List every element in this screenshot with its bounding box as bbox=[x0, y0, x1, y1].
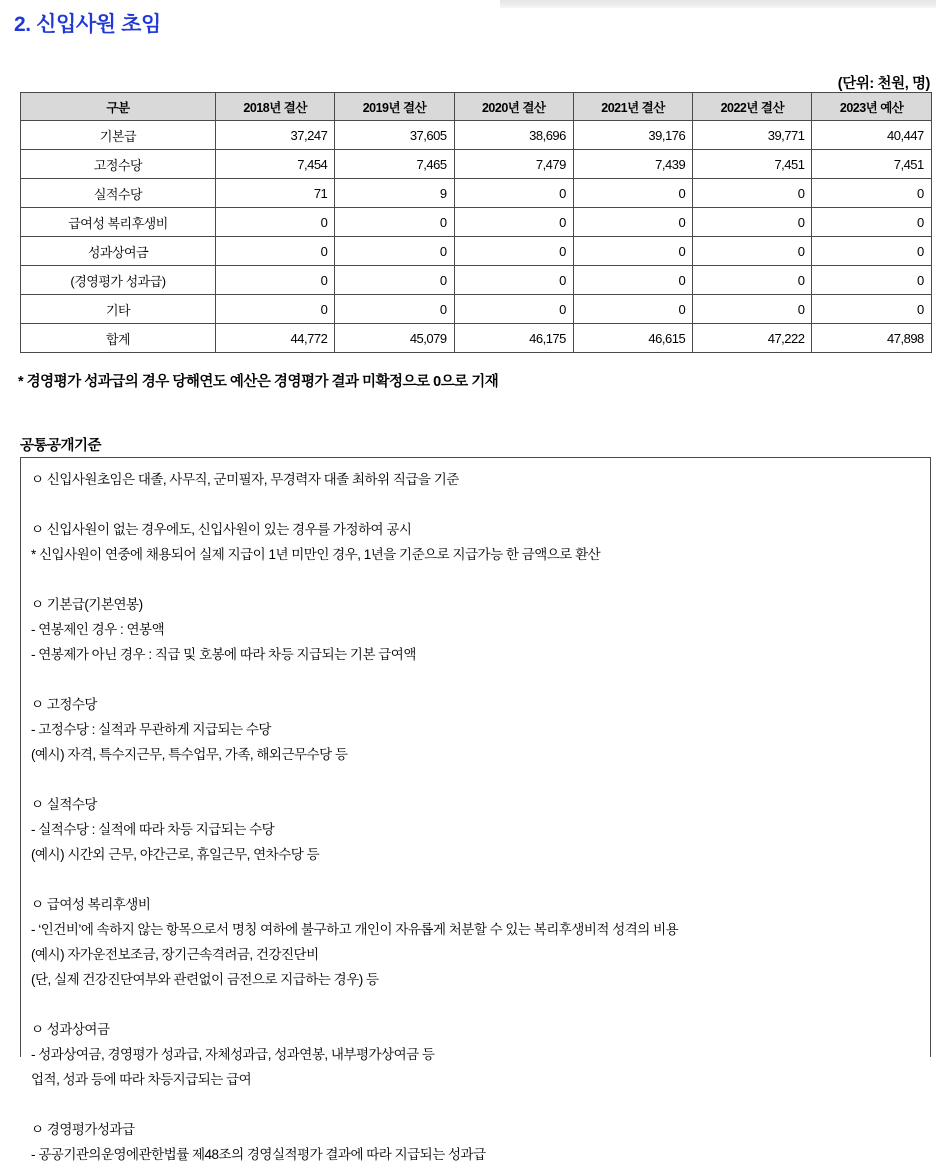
table-cell: 0 bbox=[454, 208, 573, 237]
column-header: 구분 bbox=[21, 93, 216, 121]
criteria-line-blank bbox=[31, 767, 930, 792]
table-cell: 0 bbox=[454, 266, 573, 295]
table-cell: 7,465 bbox=[335, 150, 454, 179]
unit-note: (단위: 천원, 명) bbox=[837, 76, 930, 92]
criteria-line-blank bbox=[31, 867, 930, 892]
table-cell: 7,451 bbox=[812, 150, 931, 179]
table-cell: 9 bbox=[335, 179, 454, 208]
table-body bbox=[21, 121, 932, 353]
table-cell: 37,605 bbox=[335, 121, 454, 150]
table-cell: 0 bbox=[812, 237, 931, 266]
row-label: 성과상여금 bbox=[21, 237, 216, 266]
table-row bbox=[21, 179, 932, 208]
criteria-line: - ‘인건비’에 속하지 않는 항목으로서 명칭 여하에 불구하고 개인이 자유롭게 처분할 수 있는 복리후생비적 성격의 비용 bbox=[31, 922, 679, 937]
criteria-line: - 성과상여금, 경영평가 성과급, 자체성과급, 성과연봉, 내부평가상여금 등 bbox=[31, 1047, 435, 1062]
criteria-line: ㅇ 신입사원초임은 대졸, 사무직, 군미필자, 무경력자 대졸 최하위 직급을 기준 bbox=[31, 472, 459, 487]
table-row bbox=[21, 266, 932, 295]
criteria-line: - 공공기관의운영에관한법률 제48조의 경영실적평가 결과에 따라 지급되는 성과급 bbox=[31, 1147, 486, 1162]
table-cell: 38,696 bbox=[454, 121, 573, 150]
criteria-line: - 연봉제인 경우 : 연봉액 bbox=[31, 622, 165, 637]
criteria-line: ㅇ 기본급(기본연봉) bbox=[31, 597, 143, 612]
table-footnote: * 경영평가 성과급의 경우 당해연도 예산은 경영평가 결과 미확정으로 0으로 기재 bbox=[18, 374, 499, 390]
row-label: 고정수당 bbox=[21, 150, 216, 179]
table-cell: 0 bbox=[693, 295, 812, 324]
criteria-line-blank bbox=[31, 567, 930, 592]
criteria-line: ㅇ 급여성 복리후생비 bbox=[31, 897, 151, 912]
criteria-line-blank bbox=[31, 1092, 930, 1117]
table-cell: 0 bbox=[693, 179, 812, 208]
row-label: (경영평가 성과급) bbox=[21, 266, 216, 295]
table-cell: 39,771 bbox=[693, 121, 812, 150]
criteria-line-blank bbox=[31, 667, 930, 692]
criteria-line: * 신입사원이 연중에 채용되어 실제 지급이 1년 미만인 경우, 1년을 기준으로 지급가능 한 금액으로 환산 bbox=[31, 547, 601, 562]
table-row bbox=[21, 208, 932, 237]
table-cell: 0 bbox=[216, 237, 335, 266]
column-header: 2021년 결산 bbox=[573, 93, 692, 121]
table-cell: 0 bbox=[335, 295, 454, 324]
criteria-line-blank bbox=[31, 992, 930, 1017]
table-row bbox=[21, 295, 932, 324]
table-cell: 45,079 bbox=[335, 324, 454, 353]
row-label: 기본급 bbox=[21, 121, 216, 150]
criteria-box bbox=[20, 457, 931, 1162]
table-cell: 44,772 bbox=[216, 324, 335, 353]
criteria-line: - 연봉제가 아닌 경우 : 직급 및 호봉에 따라 차등 지급되는 기본 급여액 bbox=[31, 647, 416, 662]
table-cell: 0 bbox=[454, 237, 573, 266]
table-cell: 0 bbox=[573, 295, 692, 324]
table-cell: 47,898 bbox=[812, 324, 931, 353]
row-label: 기타 bbox=[21, 295, 216, 324]
criteria-line: (단, 실제 건강진단여부와 관련없이 금전으로 지급하는 경우) 등 bbox=[31, 972, 379, 987]
criteria-line: - 고정수당 : 실적과 무관하게 지급되는 수당 bbox=[31, 722, 271, 737]
table-cell: 37,247 bbox=[216, 121, 335, 150]
criteria-line: (예시) 시간외 근무, 야간근로, 휴일근무, 연차수당 등 bbox=[31, 847, 320, 862]
table-cell: 46,615 bbox=[573, 324, 692, 353]
criteria-line: ㅇ 신입사원이 없는 경우에도, 신입사원이 있는 경우를 가정하여 공시 bbox=[31, 522, 412, 537]
table-cell: 7,439 bbox=[573, 150, 692, 179]
table-cell: 40,447 bbox=[812, 121, 931, 150]
criteria-line: ㅇ 실적수당 bbox=[31, 797, 97, 812]
criteria-line: ㅇ 고정수당 bbox=[31, 697, 97, 712]
table-cell: 71 bbox=[216, 179, 335, 208]
table-cell: 0 bbox=[812, 295, 931, 324]
table-cell: 0 bbox=[573, 237, 692, 266]
table-cell: 0 bbox=[812, 208, 931, 237]
table-cell: 0 bbox=[454, 295, 573, 324]
table-row bbox=[21, 121, 932, 150]
column-header: 2020년 결산 bbox=[454, 93, 573, 121]
table-cell: 0 bbox=[216, 208, 335, 237]
row-label: 급여성 복리후생비 bbox=[21, 208, 216, 237]
table-cell: 0 bbox=[693, 266, 812, 295]
table-cell: 46,175 bbox=[454, 324, 573, 353]
table-header-row bbox=[21, 93, 932, 121]
criteria-line: (예시) 자격, 특수지근무, 특수업무, 가족, 해외근무수당 등 bbox=[31, 747, 348, 762]
criteria-line: - 실적수당 : 실적에 따라 차등 지급되는 수당 bbox=[31, 822, 275, 837]
criteria-line: ㅇ 성과상여금 bbox=[31, 1022, 110, 1037]
criteria-line: ㅇ 경영평가성과급 bbox=[31, 1122, 135, 1137]
table-cell: 0 bbox=[335, 237, 454, 266]
table-cell: 0 bbox=[812, 179, 931, 208]
row-label: 합계 bbox=[21, 324, 216, 353]
criteria-line-blank bbox=[31, 492, 930, 517]
table-cell: 0 bbox=[454, 179, 573, 208]
table-cell: 0 bbox=[573, 179, 692, 208]
table-row-total bbox=[21, 324, 932, 353]
table-cell: 7,454 bbox=[216, 150, 335, 179]
starting-salary-table bbox=[20, 92, 932, 353]
table-cell: 0 bbox=[693, 237, 812, 266]
criteria-heading: 공통공개기준 bbox=[20, 438, 102, 454]
table-cell: 0 bbox=[693, 208, 812, 237]
table-row bbox=[21, 150, 932, 179]
table-cell: 47,222 bbox=[693, 324, 812, 353]
page-title: 2. 신입사원 초임 bbox=[14, 13, 161, 36]
table-row bbox=[21, 237, 932, 266]
criteria-line: 업적, 성과 등에 따라 차등지급되는 급여 bbox=[31, 1072, 252, 1087]
criteria-line: (예시) 자가운전보조금, 장기근속격려금, 건강진단비 bbox=[31, 947, 319, 962]
top-gray-band bbox=[500, 0, 936, 8]
column-header: 2019년 결산 bbox=[335, 93, 454, 121]
table-cell: 0 bbox=[335, 266, 454, 295]
row-label: 실적수당 bbox=[21, 179, 216, 208]
column-header: 2022년 결산 bbox=[693, 93, 812, 121]
column-header: 2023년 예산 bbox=[812, 93, 931, 121]
table-cell: 0 bbox=[812, 266, 931, 295]
table-cell: 0 bbox=[216, 266, 335, 295]
table-cell: 0 bbox=[573, 266, 692, 295]
table-cell: 7,451 bbox=[693, 150, 812, 179]
table-cell: 0 bbox=[335, 208, 454, 237]
table-cell: 39,176 bbox=[573, 121, 692, 150]
table-cell: 0 bbox=[573, 208, 692, 237]
column-header: 2018년 결산 bbox=[216, 93, 335, 121]
table-cell: 7,479 bbox=[454, 150, 573, 179]
table-cell: 0 bbox=[216, 295, 335, 324]
